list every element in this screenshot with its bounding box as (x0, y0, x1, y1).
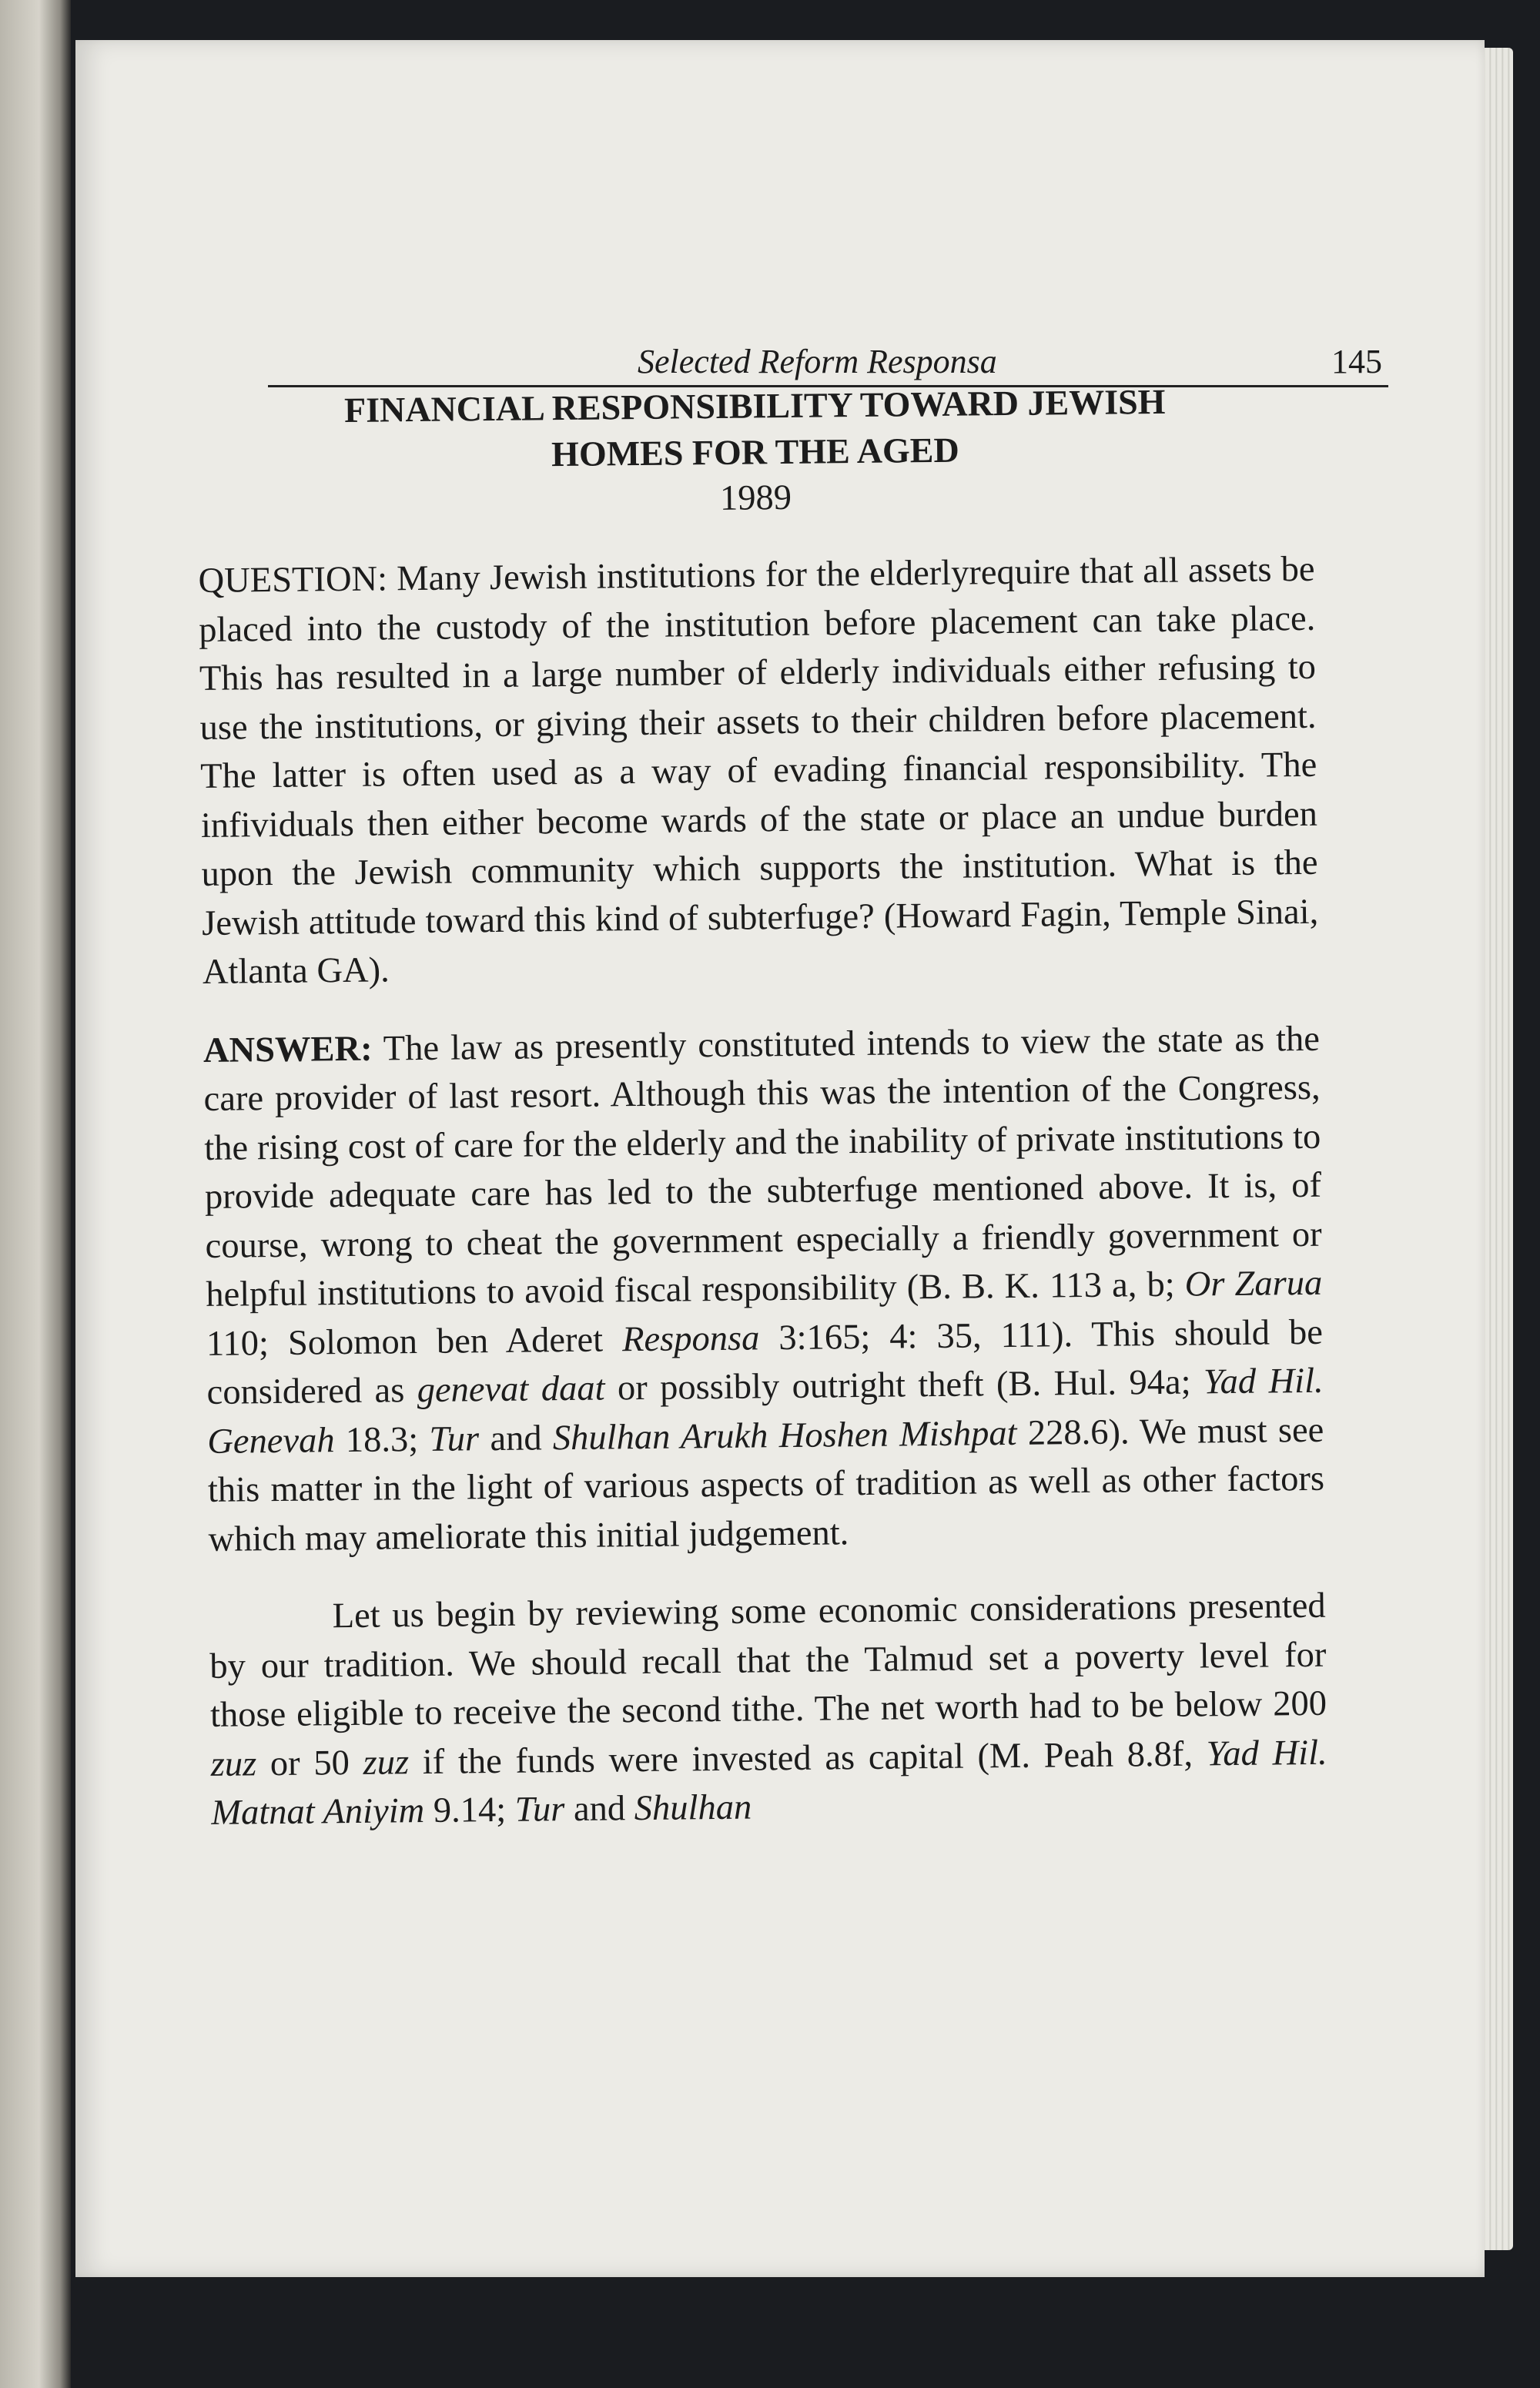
answer-text: and (478, 1418, 554, 1459)
hebrew-term: zuz (210, 1743, 257, 1784)
citation-title: Shulhan (634, 1787, 752, 1829)
paragraph-text: Let us begin by reviewing some economic considerations presented by our tradition. We should recall that the Talmud set a poverty level for those eligible to receive the second tithe. The net worth had to be below 200 (209, 1586, 1327, 1735)
hebrew-term: zuz (363, 1742, 410, 1783)
citation-title: Or Zarua (1184, 1263, 1323, 1305)
answer-text: The law as presently constituted intends to view the state as the care provider of last resort. Although this was the intention of the Congress, the rising cost of care for the elderly and the inability of private institutions to provide adequate care has led to the subterfuge mentioned above. It is, of course, wrong to cheat the government especially a friendly government or helpful institutions to avoid fiscal responsibility (B. B. K. 113 a, b; (203, 1019, 1322, 1315)
question-text: : Many Jewish institutions for the elderlyrequire that all assets be placed into the custody of the institution before placement can take place. This has resulted in a large number of elderly individuals either refusing to use the institutions, or giving their assets to their children before placement. The latter is often used as a way of evading financial responsibility. The infividuals then either become wards of the state or place an undue burden upon the Jewish community which supports the institution. What is the Jewish attitude toward this kind of subterfuge? (Howard Fagin, Temple Sinai, Atlanta GA). (199, 549, 1319, 992)
facing-page-edge (0, 0, 71, 2388)
article-title (196, 377, 1314, 481)
page-body (196, 377, 1328, 1867)
citation-title: Yad Hil. Genevah (207, 1361, 1324, 1462)
hebrew-term: genevat daat (417, 1368, 605, 1411)
citation-title: Yad Hil. Matnat Aniyim (211, 1733, 1327, 1833)
paragraph-text: if the funds were invested as capital (M. Peah 8.8f, (408, 1733, 1207, 1782)
body-paragraph (209, 1582, 1327, 1838)
answer-text: 18.3; (334, 1419, 430, 1460)
answer-text: or possibly outright theft (B. Hul. 94a; (604, 1362, 1204, 1408)
question-paragraph (198, 545, 1319, 997)
paragraph-text: or 50 (256, 1743, 363, 1783)
article-title-line-1: FINANCIAL RESPONSIBILITY TOWARD JEWISH (343, 381, 1166, 430)
citation-title: Tur (514, 1790, 565, 1830)
answer-text: 3:165; 4: 35, 111). This should be considered as (206, 1312, 1324, 1412)
paragraph-text: and (564, 1789, 635, 1830)
answer-text: 110; Solomon ben Aderet (206, 1319, 623, 1364)
running-title: Selected Reform Responsa (638, 343, 997, 380)
answer-label: ANSWER: (203, 1029, 373, 1070)
citation-title: Tur (429, 1418, 480, 1459)
page-number: 145 (1331, 343, 1382, 380)
answer-text: 228.6). We must see this matter in the light of various aspects of tradition as well as other factors which may ameliorate this initial judgement. (207, 1410, 1325, 1559)
answer-paragraph (203, 1014, 1325, 1564)
citation-title: Shulhan Arukh Hoshen Mishpat (552, 1413, 1017, 1458)
question-label: QUESTION (198, 559, 378, 601)
article-title-line-2: HOMES FOR THE AGED (551, 430, 959, 474)
citation-title: Responsa (621, 1318, 760, 1359)
article-year: 1989 (719, 477, 792, 518)
paragraph-text: 9.14; (424, 1790, 515, 1830)
